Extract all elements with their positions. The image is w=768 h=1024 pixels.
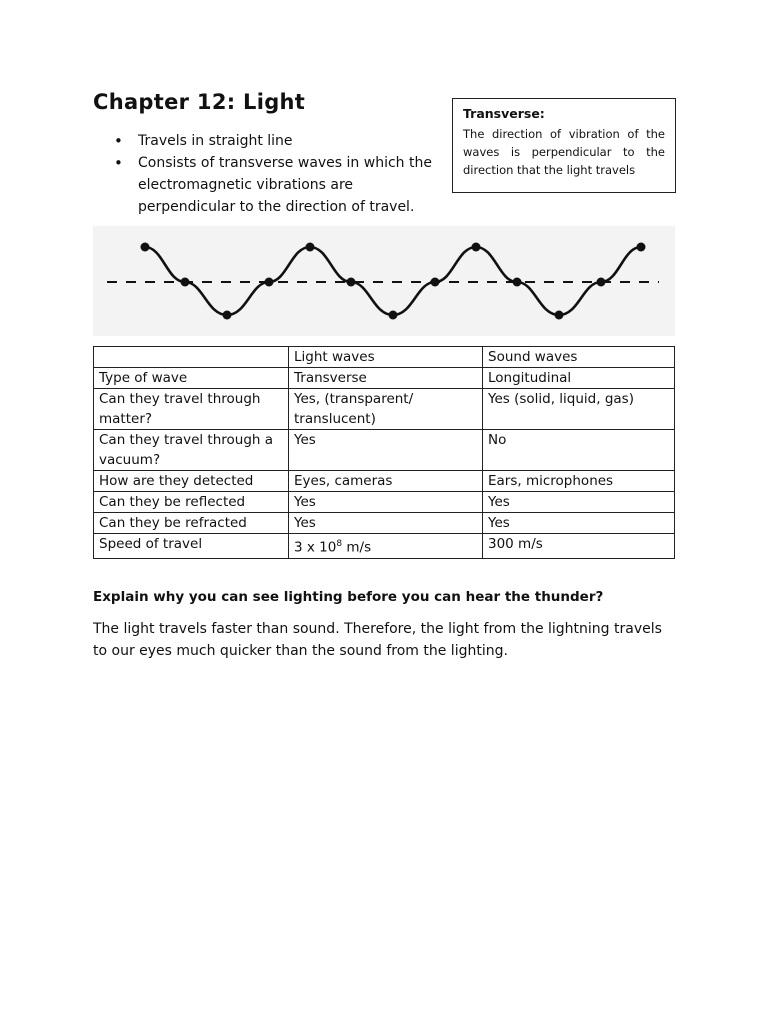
answer-text: The light travels faster than sound. Therefore, the light from the lightning travels to our eyes much quicker than the sound from the lighting. — [93, 621, 662, 659]
wave-node-point — [347, 278, 356, 287]
table-cell: Yes — [289, 513, 483, 534]
table-cell: Transverse — [289, 368, 483, 389]
wave-crest-point — [472, 243, 481, 252]
table-cell: Yes — [289, 492, 483, 513]
table-row — [94, 513, 675, 534]
wave-svg — [93, 226, 675, 336]
table-cell: Longitudinal — [483, 368, 675, 389]
table-cell: Can they be reflected — [94, 492, 289, 513]
table-cell-speed-light — [289, 534, 483, 559]
table-cell: Type of wave — [94, 368, 289, 389]
table-cell: 300 m/s — [483, 534, 675, 559]
table-header-cell: Light waves — [289, 347, 483, 368]
wave-node-point — [597, 278, 606, 287]
table-cell: Ears, microphones — [483, 471, 675, 492]
speed-light-unit: m/s — [342, 539, 372, 556]
chapter-title: Chapter 12: Light — [93, 90, 306, 114]
property-item: • Travels in straight line — [112, 130, 447, 152]
table-header-row — [94, 347, 675, 368]
table-cell: How are they detected — [94, 471, 289, 492]
table-row — [94, 430, 675, 471]
speed-light-exponent: 8 — [336, 539, 343, 549]
wave-node-point — [513, 278, 522, 287]
table-row — [94, 368, 675, 389]
table-header-cell — [94, 347, 289, 368]
property-item: • Consists of transverse waves in which the electromagnetic vibrations are perpendicular to the direction of travel. — [112, 152, 447, 218]
table-cell: Yes — [483, 492, 675, 513]
table-cell: Can they travel through a vacuum? — [94, 430, 289, 471]
definition-term: Transverse: — [463, 106, 545, 121]
table-cell: Yes (solid, liquid, gas) — [483, 389, 675, 430]
table-cell: Can they travel through matter? — [94, 389, 289, 430]
wave-node-point — [181, 278, 190, 287]
table-row — [94, 389, 675, 430]
table-row — [94, 471, 675, 492]
table-cell: Can they be refracted — [94, 513, 289, 534]
wave-trough-point — [223, 311, 232, 320]
wave-node-point — [265, 278, 274, 287]
wave-trough-point — [555, 311, 564, 320]
table-row — [94, 492, 675, 513]
wave-crest-point — [141, 243, 150, 252]
table-cell: No — [483, 430, 675, 471]
table-cell: Yes, (transparent/ translucent) — [289, 389, 483, 430]
table-cell: Yes — [483, 513, 675, 534]
definition-box — [452, 98, 676, 193]
table-row — [94, 534, 675, 559]
question-text: Explain why you can see lighting before you can hear the thunder? — [93, 589, 604, 605]
wave-crest-point — [306, 243, 315, 252]
property-list — [112, 130, 447, 218]
definition-text: The direction of vibration of the waves is perpendicular to the direction that the light travels — [463, 127, 665, 177]
speed-light-base: 3 x 10 — [294, 539, 337, 556]
light-sound-comparison-table — [93, 346, 675, 559]
wave-node-point — [431, 278, 440, 287]
table-cell: Eyes, cameras — [289, 471, 483, 492]
transverse-wave-diagram — [93, 226, 675, 336]
wave-crest-point — [637, 243, 646, 252]
table-header-cell: Sound waves — [483, 347, 675, 368]
table-cell: Yes — [289, 430, 483, 471]
wave-trough-point — [389, 311, 398, 320]
table-cell: Speed of travel — [94, 534, 289, 559]
